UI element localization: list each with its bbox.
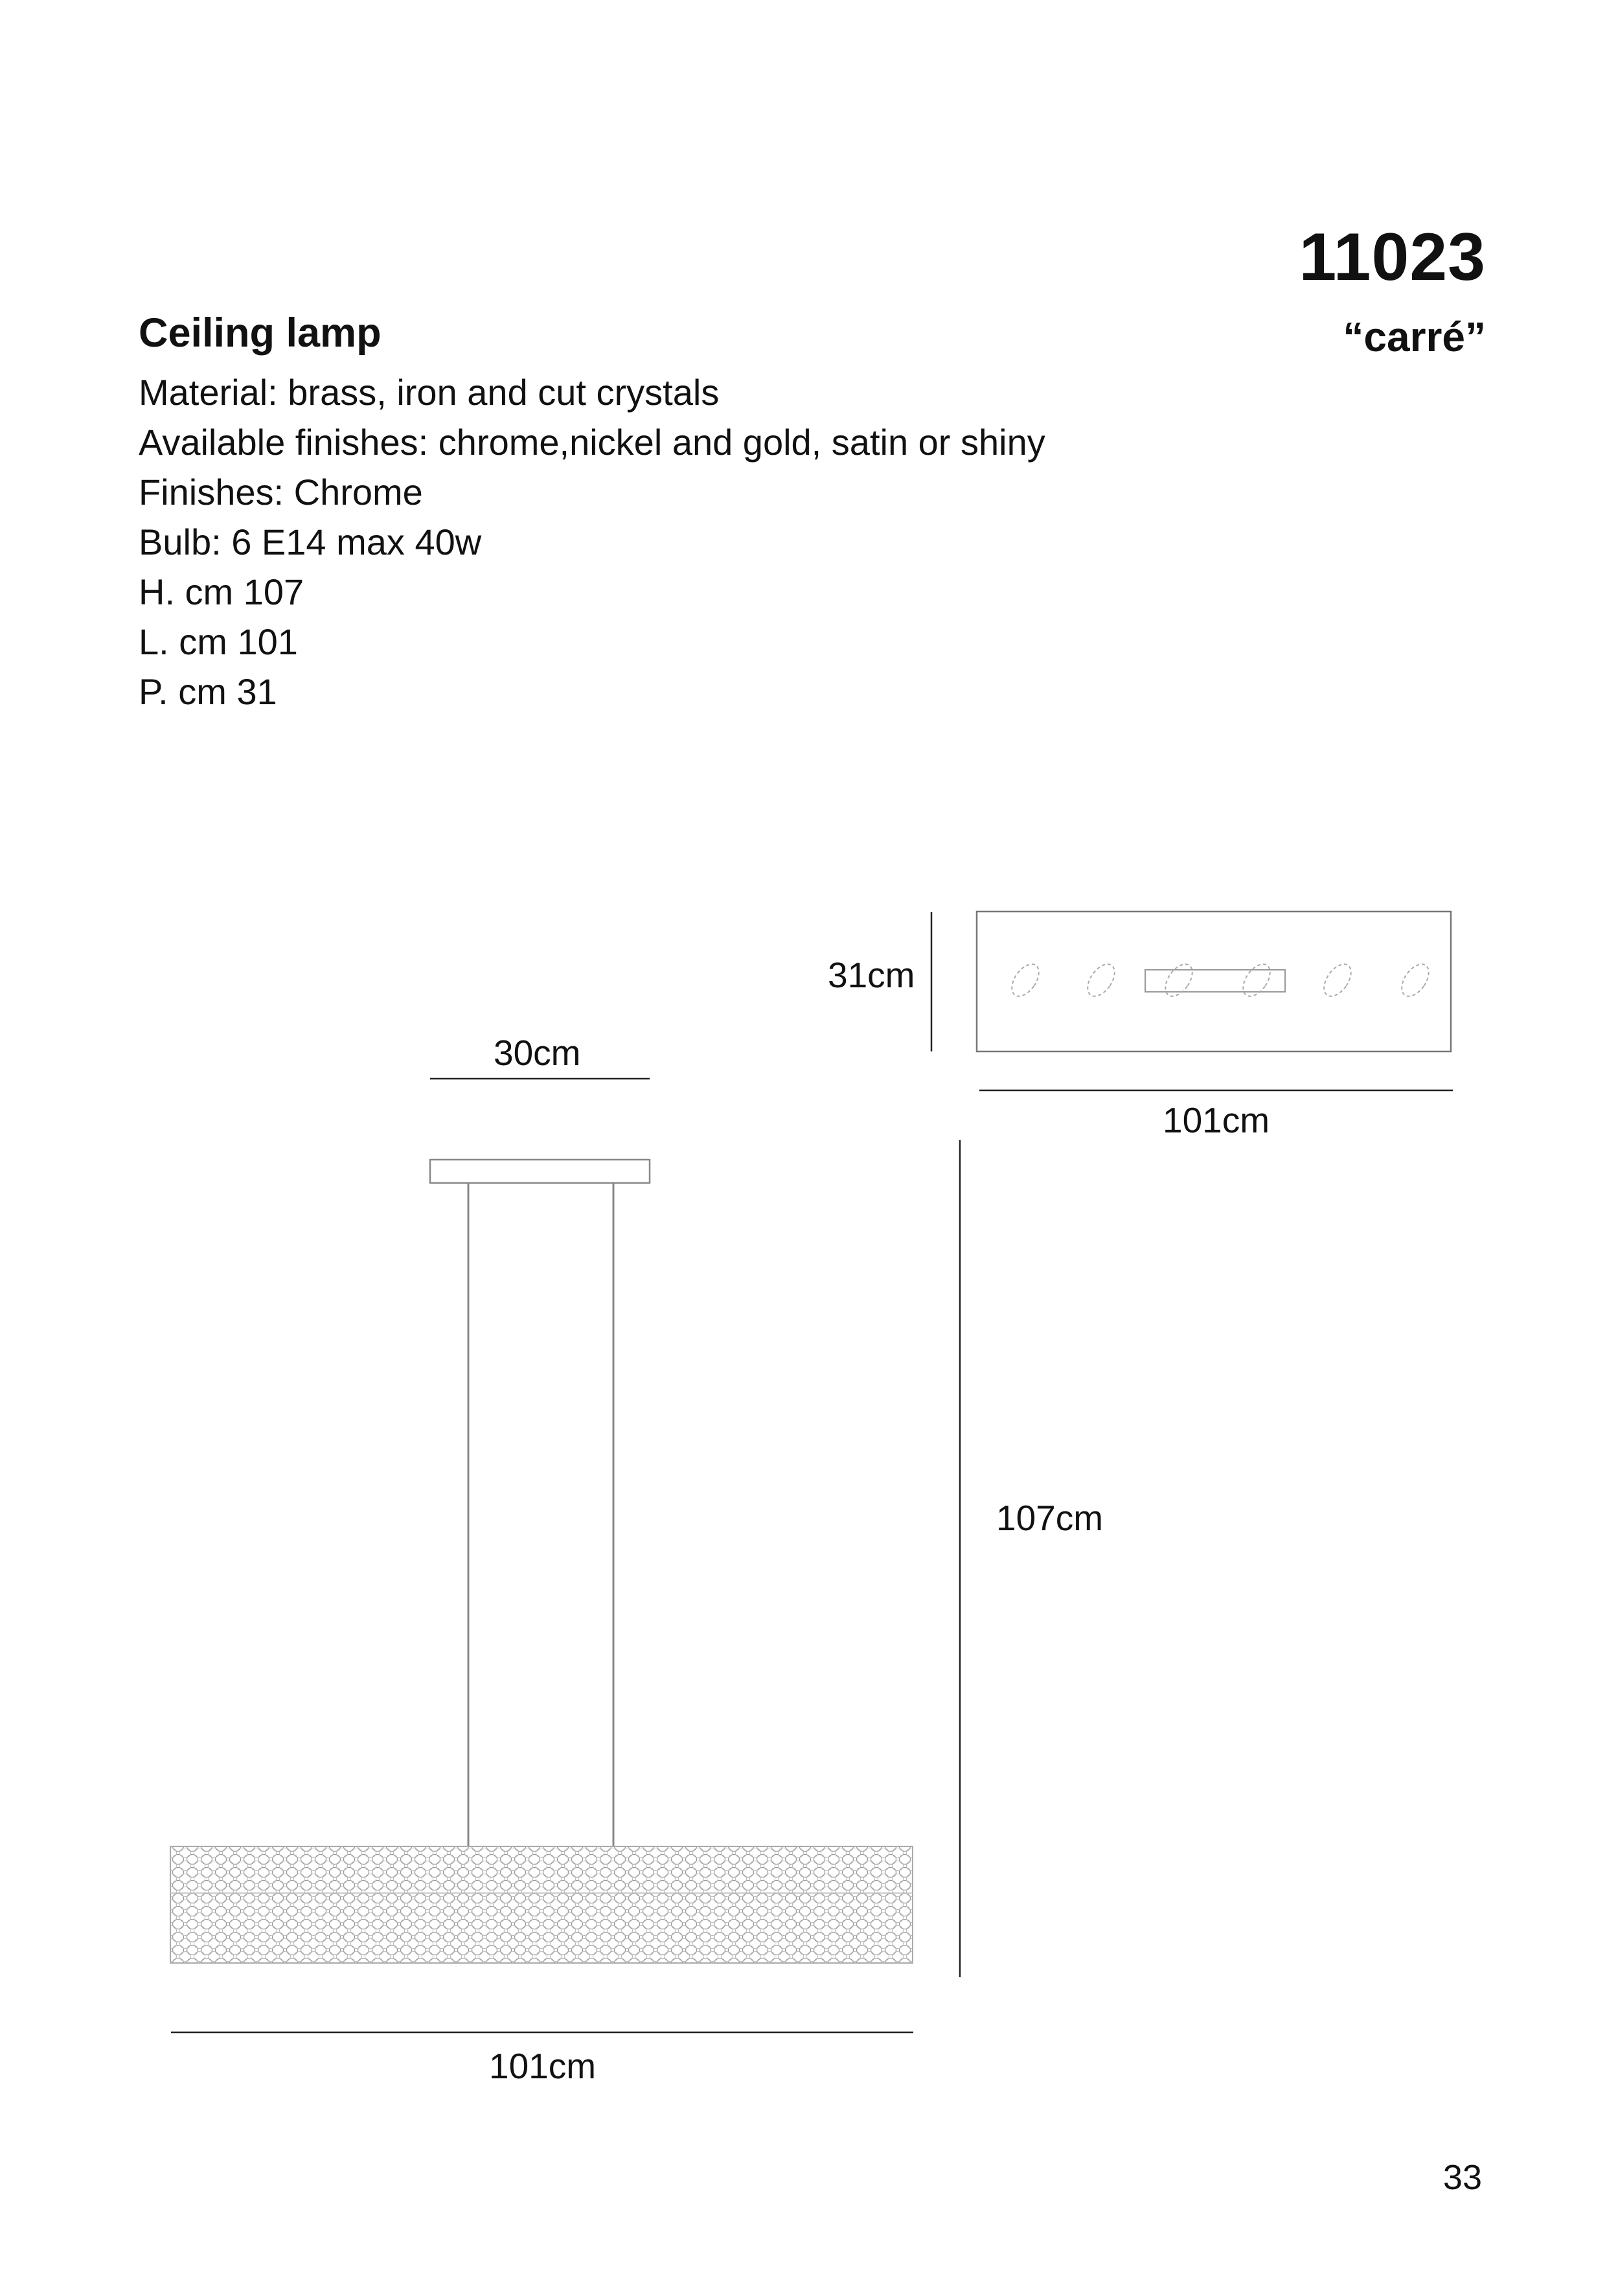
spec-depth: P. cm 31 bbox=[139, 671, 277, 712]
product-code: 11023 bbox=[1299, 220, 1486, 295]
top-view-width-label: 101cm bbox=[1163, 1100, 1270, 1140]
product-model-name: “carré” bbox=[1343, 314, 1486, 360]
spec-height: H. cm 107 bbox=[139, 571, 304, 612]
spec-finish: Finishes: Chrome bbox=[139, 472, 423, 512]
height-dimension-label: 107cm bbox=[996, 1498, 1104, 1538]
spec-available-finishes: Available finishes: chrome,nickel and gold, satin or shiny bbox=[139, 422, 1045, 463]
depth-dimension-label: 31cm bbox=[828, 955, 915, 995]
front-width-label: 101cm bbox=[489, 2046, 597, 2086]
spec-bulb: Bulb: 6 E14 max 40w bbox=[139, 522, 482, 562]
product-title: Ceiling lamp bbox=[139, 310, 382, 356]
spec-material: Material: brass, iron and cut crystals bbox=[139, 372, 720, 413]
canopy-width-label: 30cm bbox=[494, 1033, 581, 1073]
top-view bbox=[977, 912, 1451, 1051]
front-view bbox=[170, 1160, 913, 1963]
spec-length: L. cm 101 bbox=[139, 621, 298, 662]
page-number: 33 bbox=[1442, 2158, 1482, 2197]
